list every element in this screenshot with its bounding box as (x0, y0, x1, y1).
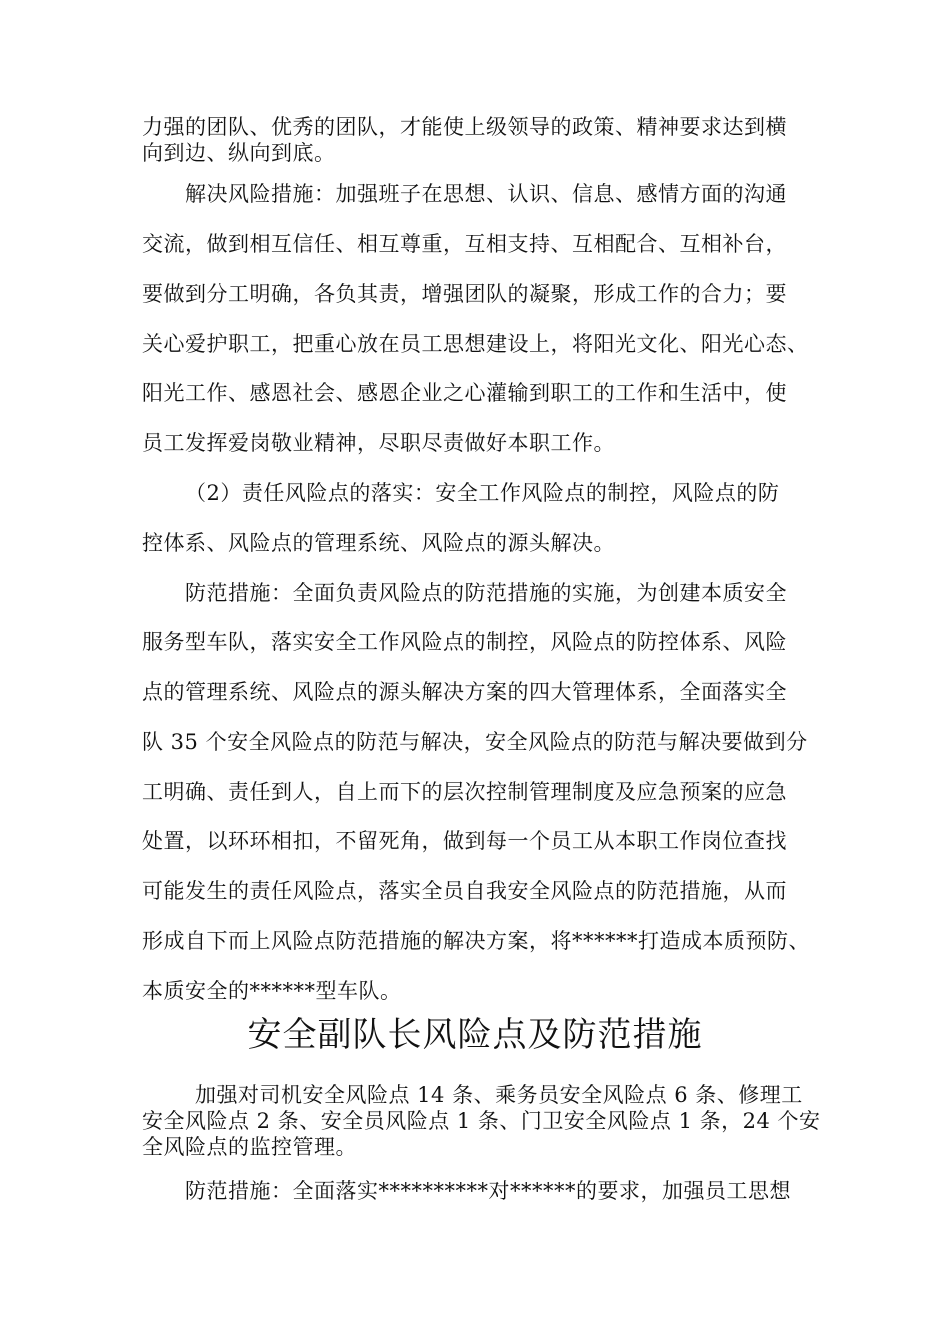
paragraph-line: 处置，以环环相扣，不留死角，做到每一个员工从本职工作岗位查找 (142, 829, 787, 853)
paragraph-line: 要做到分工明确，各负其责，增强团队的凝聚，形成工作的合力；要 (142, 282, 787, 306)
paragraph-line: 员工发挥爱岗敬业精神，尽职尽责做好本职工作。 (142, 431, 615, 455)
paragraph-line: 向到边、纵向到底。 (142, 141, 336, 165)
paragraph-line: 本质安全的******型车队。 (142, 979, 402, 1003)
paragraph-line: 防范措施：全面负责风险点的防范措施的实施，为创建本质安全 (185, 581, 787, 605)
paragraph-line: 关心爱护职工，把重心放在员工思想建设上，将阳光文化、阳光心态、 (142, 332, 809, 356)
paragraph-line: 可能发生的责任风险点，落实全员自我安全风险点的防范措施，从而 (142, 879, 787, 903)
paragraph-line: 点的管理系统、风险点的源头解决方案的四大管理体系，全面落实全 (142, 680, 787, 704)
paragraph-line: 力强的团队、优秀的团队，才能使上级领导的政策、精神要求达到横 (142, 115, 787, 139)
paragraph-line: 全风险点的监控管理。 (142, 1135, 357, 1159)
paragraph-line: 安全风险点 2 条、安全员风险点 1 条、门卫安全风险点 1 条，24 个安 (142, 1109, 821, 1133)
paragraph-line: （2）责任风险点的落实：安全工作风险点的制控，风险点的防 (185, 481, 780, 505)
paragraph-line: 工明确、责任到人，自上而下的层次控制管理制度及应急预案的应急 (142, 780, 787, 804)
paragraph-line: 形成自下而上风险点防范措施的解决方案，将******打造成本质预防、 (142, 929, 810, 953)
paragraph-line: 控体系、风险点的管理系统、风险点的源头解决。 (142, 531, 615, 555)
paragraph-line: 服务型车队，落实安全工作风险点的制控，风险点的防控体系、风险 (142, 630, 787, 654)
paragraph-line: 交流，做到相互信任、相互尊重，互相支持、互相配合、互相补台， (142, 232, 787, 256)
paragraph-line: 阳光工作、感恩社会、感恩企业之心灌输到职工的工作和生活中，使 (142, 381, 787, 405)
paragraph-line: 加强对司机安全风险点 14 条、乘务员安全风险点 6 条、修理工 (195, 1083, 803, 1107)
paragraph-line: 队 35 个安全风险点的防范与解决，安全风险点的防范与解决要做到分 (142, 730, 808, 754)
section-heading: 安全副队长风险点及防范措施 (247, 1015, 703, 1055)
paragraph-line: 防范措施：全面落实**********对******的要求，加强员工思想 (185, 1179, 791, 1203)
paragraph-line: 解决风险措施：加强班子在思想、认识、信息、感情方面的沟通 (185, 182, 787, 206)
